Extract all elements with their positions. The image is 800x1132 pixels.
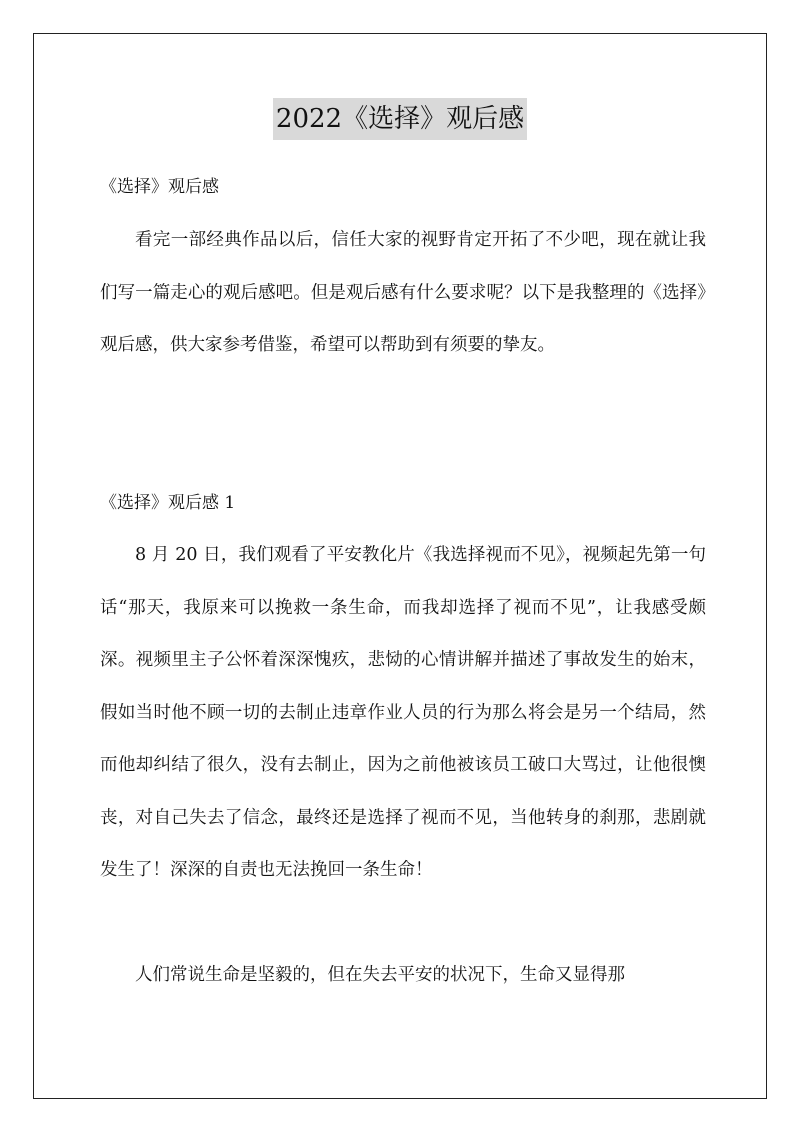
intro-paragraph: 看完一部经典作品以后，信任大家的视野肯定开拓了不少吧，现在就让我们写一篇走心的观后感吧。但是观后感有什么要求呢？以下是我整理的《选择》观后感，供大家参考借鉴，希望可以帮助到有须要的挚友。: [100, 230, 706, 355]
document-title-text: 2022《选择》观后感: [273, 98, 527, 140]
section-heading-1: 《选择》观后感 1: [100, 493, 236, 513]
intro-heading: 《选择》观后感: [100, 177, 219, 197]
section1-paragraph-1: 8 月 20 日，我们观看了平安教化片《我选择视而不见》，视频起先第一句话“那天，我原来可以挽救一条生命，而我却选择了视而不见”，让我感受颇深。视频里主子公怀着深深愧疚，悲恸的心情讲解并描述了事故发生的始末，假如当时他不顾一切的去制止违章作业人员的行为那么将会是另一个结局，然而他却纠结了很久，没有去制止，因为之前他被该员工破口大骂过，让他很懊丧，对自己失去了信念，最终还是选择了视而不见，当他转身的刹那，悲剧就发生了！深深的自责也无法挽回一条生命！: [100, 545, 706, 880]
document-title: [0, 98, 800, 140]
section1-paragraph-2: 人们常说生命是坚毅的，但在失去平安的状况下，生命又显得那: [135, 965, 625, 985]
